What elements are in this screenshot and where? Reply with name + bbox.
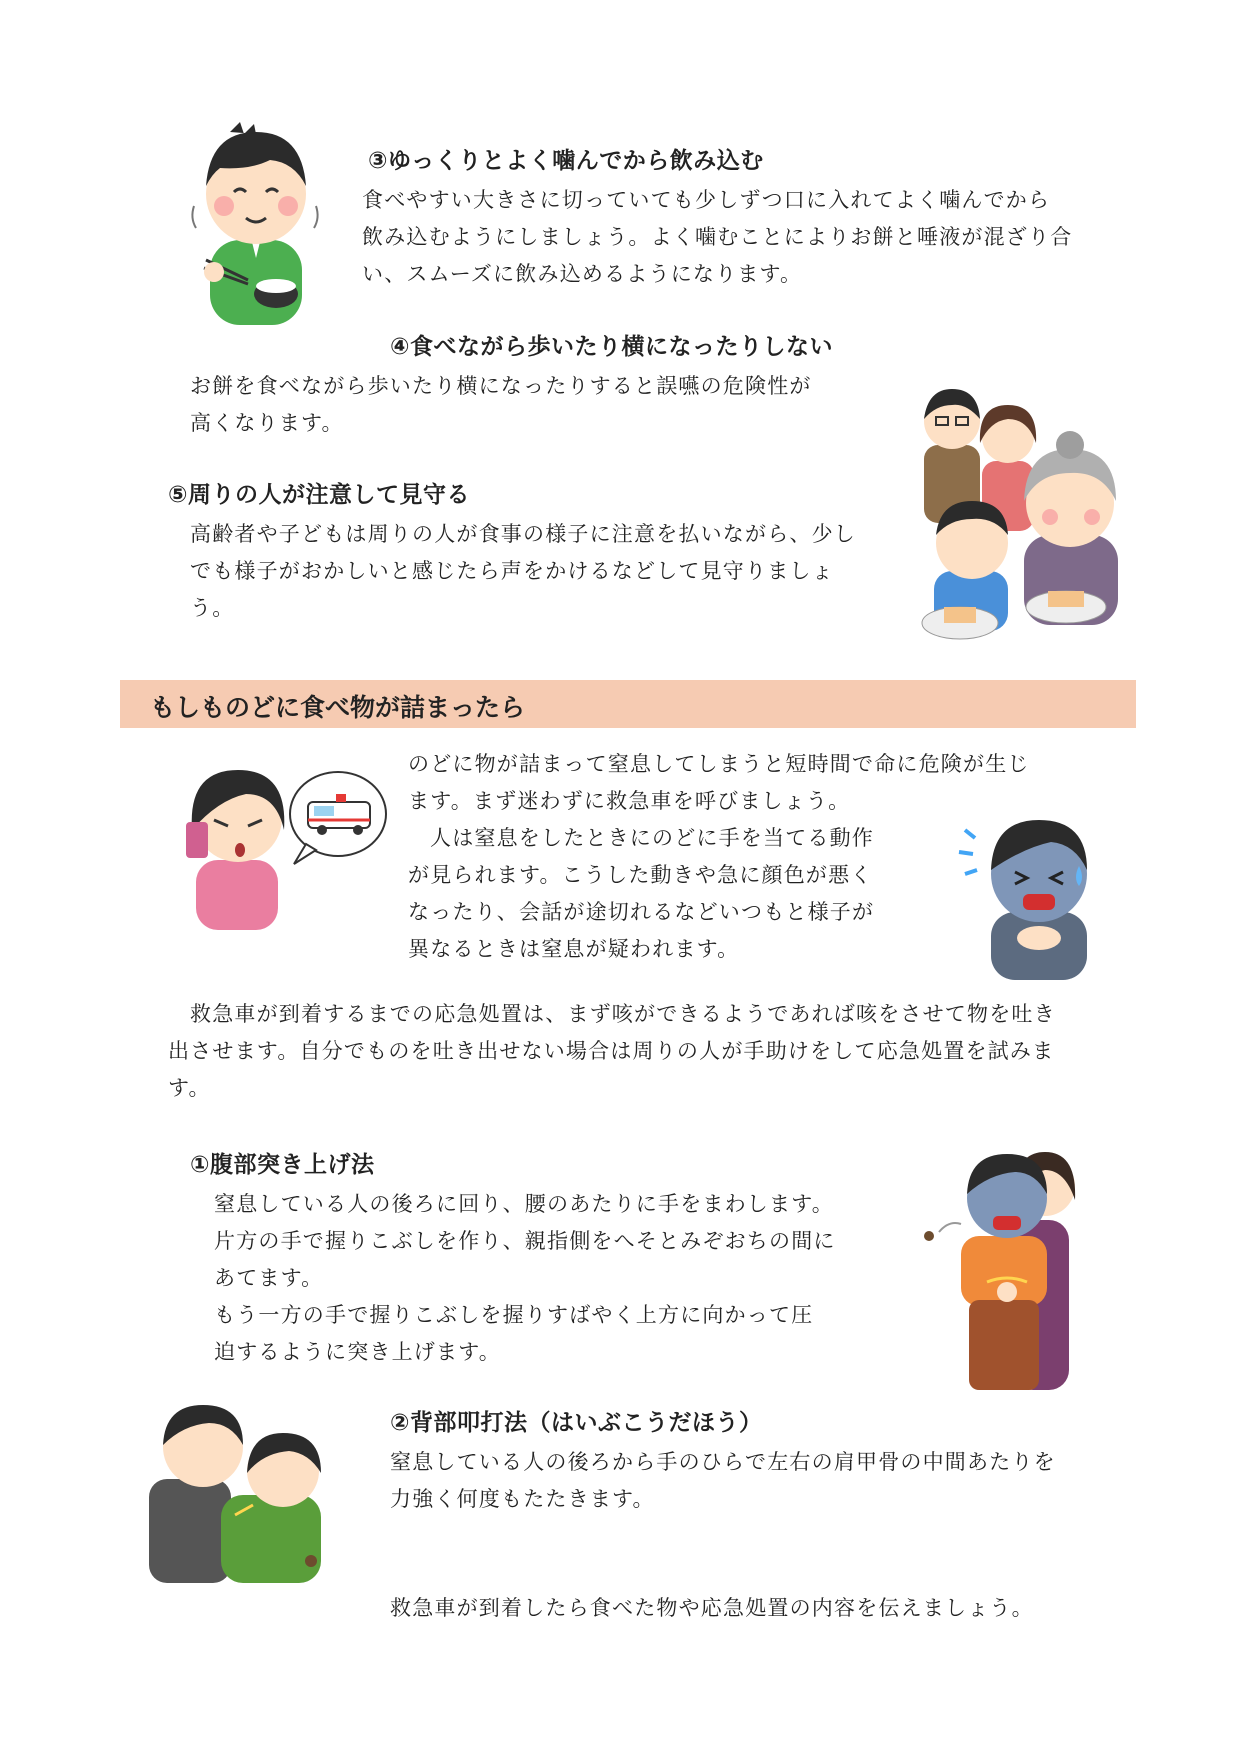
method1-text — [214, 1186, 914, 1371]
method2-line: 窒息している人の後ろから手のひらで左右の肩甲骨の中間あたりを — [390, 1450, 1056, 1474]
tip3-line: 飲み込むようにしましょう。よく噛むことによりお餅と唾液が混ざり合 — [362, 225, 1073, 249]
woman-calling-ambulance-icon — [188, 760, 388, 930]
intro1-line: のどに物が詰まって窒息してしまうと短時間で命に危険が生じ — [408, 752, 1030, 776]
intro2-line: 人は窒息をしたときにのどに手を当てる動作 — [430, 826, 874, 850]
intro1-text — [408, 746, 1128, 783]
tip4-line: お餅を食べながら歩いたり横になったりすると誤嚥の危険性が — [190, 374, 812, 398]
method1-line: 迫するように突き上げます。 — [214, 1340, 501, 1364]
method1-line: もう一方の手で握りこぶしを握りすばやく上方に向かって圧 — [214, 1303, 814, 1327]
method2-title: ②背部叩打法（はいぶこうだほう） — [390, 1410, 763, 1436]
method1-line: あてます。 — [214, 1266, 324, 1290]
closing-text: 救急車が到着したら食べた物や応急処置の内容を伝えましょう。 — [390, 1596, 1034, 1620]
abdominal-thrust-icon — [925, 1140, 1095, 1400]
intro2-line: なったり、会話が途切れるなどいつもと様子が — [408, 900, 875, 924]
back-blow-icon — [145, 1395, 345, 1585]
method1-line: 窒息している人の後ろに回り、腰のあたりに手をまわします。 — [214, 1192, 834, 1216]
man-choking-icon — [955, 800, 1105, 980]
first-aid-text — [168, 996, 1128, 1107]
method1-line: 片方の手で握りこぶしを作り、親指側をへそとみぞおちの間に — [214, 1229, 836, 1253]
tip5-line: 高齢者や子どもは周りの人が食事の様子に注意を払いながら、少し — [190, 522, 856, 546]
boy-eating-rice-icon — [190, 122, 320, 327]
tip4-text — [190, 368, 910, 442]
tip5-text — [190, 516, 910, 627]
tip4-line: 高くなります。 — [190, 411, 344, 435]
first-aid-line: 救急車が到着するまでの応急処置は、まず咳ができるようであれば咳をさせて物を吐き — [190, 1002, 1056, 1026]
intro2-text — [430, 820, 950, 857]
intro1-line: ます。まず迷わずに救急車を呼びましょう。 — [408, 789, 851, 813]
intro2-line: が見られます。こうした動きや急に顔色が悪く — [408, 863, 873, 887]
tip3-text — [362, 182, 1142, 293]
tip4-title: ④食べながら歩いたり横になったりしない — [390, 334, 833, 360]
method2-text — [390, 1444, 1130, 1518]
method2-line: 力強く何度もたたきます。 — [390, 1487, 655, 1511]
method1-title: ①腹部突き上げ法 — [190, 1152, 375, 1178]
tip5-line: う。 — [190, 596, 235, 620]
first-aid-line: す。 — [168, 1076, 211, 1100]
tip5-line: でも様子がおかしいと感じたら声をかけるなどして見守りましょ — [190, 559, 834, 583]
intro2b-text — [408, 857, 928, 968]
family-eating-mochi-icon — [920, 385, 1120, 645]
tip3-line: い、スムーズに飲み込めるようになります。 — [362, 262, 803, 286]
banner-title: もしものどに食べ物が詰まったら — [150, 693, 526, 722]
tip3-title: ③ゆっくりとよく噛んでから飲み込む — [368, 148, 764, 174]
tip3-line: 食べやすい大きさに切っていても少しずつ口に入れてよく噛んでから — [362, 188, 1051, 212]
tip5-title: ⑤周りの人が注意して見守る — [168, 482, 470, 508]
first-aid-line: 出させます。自分でものを吐き出せない場合は周りの人が手助けをして応急処置を試みま — [168, 1039, 1055, 1063]
intro2-line: 異なるときは窒息が疑われます。 — [408, 937, 740, 961]
section-banner — [120, 680, 1136, 728]
